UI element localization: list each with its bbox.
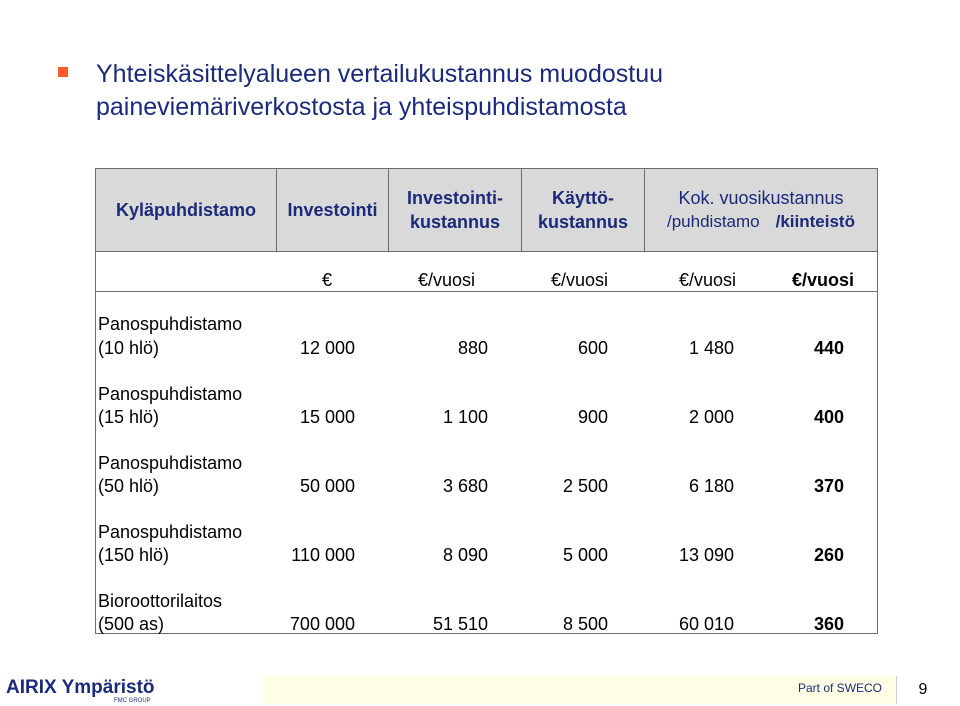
cell-kok-puhdistamo: 1 480 — [688, 338, 734, 358]
header-investointikustannus — [389, 168, 521, 252]
cell-kok-kiinteisto: 370 — [813, 476, 844, 496]
header-kok-sub-puhdistamo: /puhdistamo — [667, 212, 760, 231]
row-label-line1: Panospuhdistamo — [98, 384, 243, 404]
cell-investointikustannus: 880 — [457, 338, 488, 358]
cell-investointi: 15 000 — [299, 407, 355, 427]
cell-investointi: 50 000 — [299, 476, 355, 496]
logo-text: AIRIX Ympäristö — [6, 677, 155, 698]
unit-investointi: € — [322, 270, 333, 290]
unit-investointikustannus: €/vuosi — [418, 270, 476, 290]
row-label-line2: (500 as) — [98, 614, 165, 634]
cell-kok-kiinteisto: 400 — [813, 407, 844, 427]
row-label-line2: (10 hlö) — [98, 338, 160, 358]
cell-investointi: 110 000 — [291, 545, 355, 565]
row-label-line1: Panospuhdistamo — [98, 453, 243, 473]
cell-investointi: 700 000 — [289, 614, 355, 634]
header-kok-sub-kiinteisto: /kiinteistö — [775, 212, 855, 231]
cell-investointikustannus: 3 680 — [442, 476, 488, 496]
header-kok-vuosikustannus — [645, 168, 877, 252]
logo-subtext: FMC GROUP — [114, 698, 151, 704]
row-label-line2: (150 hlö) — [98, 545, 170, 565]
cell-kayttokustannus: 8 500 — [562, 614, 608, 634]
units-separator — [95, 291, 878, 292]
cell-kok-puhdistamo: 60 010 — [678, 614, 734, 634]
cell-investointikustannus: 51 510 — [432, 614, 488, 634]
cell-investointikustannus: 1 100 — [442, 407, 488, 427]
footer-part-of: Part of SWECO — [798, 681, 883, 695]
cell-kayttokustannus: 2 500 — [562, 476, 608, 496]
title-line-1: Yhteiskäsittelyalueen vertailukustannus muodostuu — [96, 60, 664, 88]
cell-investointi: 12 000 — [299, 338, 355, 358]
unit-kok-puhdistamo: €/vuosi — [679, 270, 737, 290]
header-investointi — [277, 168, 388, 252]
page-number — [896, 676, 949, 704]
header-kayttokustannus-line2: kustannus — [537, 212, 629, 232]
cell-kok-kiinteisto: 360 — [813, 614, 844, 634]
header-kylapuhdistamo-text: Kyläpuhdistamo — [115, 200, 257, 220]
header-kok-line1: Kok. vuosikustannus — [678, 188, 844, 208]
cell-kok-puhdistamo: 2 000 — [688, 407, 734, 427]
page-title — [96, 58, 663, 124]
header-investointi-text: Investointi — [287, 200, 378, 220]
cell-kayttokustannus: 600 — [577, 338, 608, 358]
header-kayttokustannus — [522, 168, 644, 252]
row-label-line2: (50 hlö) — [98, 476, 160, 496]
unit-kayttokustannus: €/vuosi — [551, 270, 609, 290]
unit-kok-kiinteisto: €/vuosi — [792, 270, 855, 290]
bullet-icon — [58, 67, 68, 77]
cell-kayttokustannus: 900 — [577, 407, 608, 427]
cell-investointikustannus: 8 090 — [442, 545, 488, 565]
header-kylapuhdistamo — [96, 168, 276, 252]
row-label-line1: Bioroottorilaitos — [98, 591, 223, 611]
airix-logo — [6, 674, 166, 704]
cell-kok-puhdistamo: 6 180 — [688, 476, 734, 496]
page-number-text: 9 — [918, 681, 928, 698]
row-label-line2: (15 hlö) — [98, 407, 160, 427]
cell-kok-kiinteisto: 440 — [813, 338, 844, 358]
title-line-2: paineviemäriverkostosta ja yhteispuhdistamosta — [96, 93, 627, 121]
header-kayttokustannus-line1: Käyttö- — [552, 188, 614, 208]
cell-kok-puhdistamo: 13 090 — [678, 545, 734, 565]
row-label-line1: Panospuhdistamo — [98, 522, 243, 542]
header-investointikustannus-line2: kustannus — [409, 212, 501, 232]
header-kok-sub — [667, 210, 855, 234]
row-label-line1: Panospuhdistamo — [98, 314, 243, 334]
cell-kayttokustannus: 5 000 — [562, 545, 608, 565]
header-investointikustannus-line1: Investointi- — [406, 188, 503, 208]
cell-kok-kiinteisto: 260 — [813, 545, 844, 565]
